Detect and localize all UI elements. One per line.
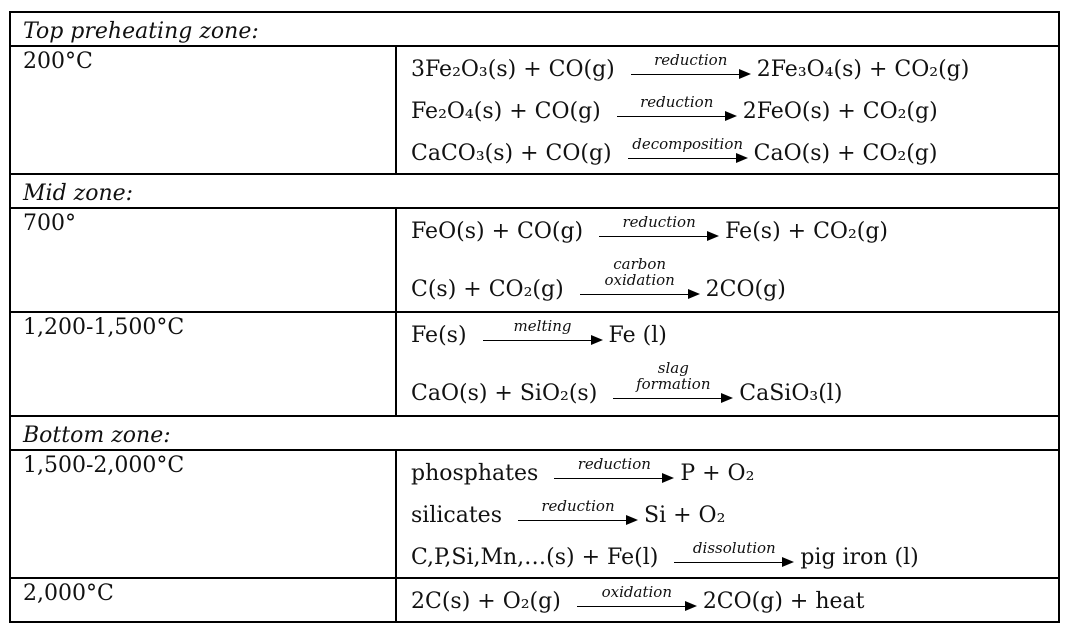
zone-row bbox=[10, 578, 1059, 622]
reaction-type-label: carbon bbox=[613, 255, 667, 273]
zone-row bbox=[10, 208, 1059, 312]
products: 2CO(g) + heat bbox=[702, 589, 865, 614]
reaction-type-label: oxidation bbox=[604, 271, 675, 289]
reaction-type-label: reduction bbox=[654, 51, 728, 69]
products: 2FeO(s) + CO₂(g) bbox=[742, 99, 938, 124]
zone-header: Top preheating zone: bbox=[10, 12, 1059, 46]
arrow-icon bbox=[554, 473, 674, 483]
temperature-cell: 700° bbox=[10, 208, 396, 312]
zone-row bbox=[10, 450, 1059, 578]
temperature-cell: 2,000°C bbox=[10, 578, 396, 622]
products: P + O₂ bbox=[680, 461, 755, 486]
blast-furnace-reaction-table bbox=[9, 11, 1060, 623]
reaction-equation bbox=[411, 579, 1058, 621]
reactants: CaCO₃(s) + CO(g) bbox=[411, 141, 612, 166]
reaction-arrow bbox=[599, 214, 719, 251]
products: CaSiO₃(l) bbox=[739, 381, 843, 406]
reactants: silicates bbox=[411, 503, 502, 528]
reaction-equation bbox=[411, 451, 1058, 493]
reaction-equation bbox=[411, 251, 1058, 309]
reaction-type-label: decomposition bbox=[632, 135, 744, 153]
table-body bbox=[10, 12, 1059, 622]
arrow-icon bbox=[518, 515, 638, 525]
arrow-icon bbox=[674, 557, 794, 567]
reaction-arrow bbox=[631, 52, 751, 89]
reactants: CaO(s) + SiO₂(s) bbox=[411, 381, 598, 406]
arrow-icon bbox=[580, 289, 700, 299]
reaction-equation bbox=[411, 535, 1058, 577]
reactants: C(s) + CO₂(g) bbox=[411, 277, 564, 302]
reaction-equation bbox=[411, 131, 1058, 173]
reaction-type-label: melting bbox=[513, 317, 572, 335]
arrow-icon bbox=[599, 231, 719, 241]
products: CaO(s) + CO₂(g) bbox=[753, 141, 938, 166]
reaction-equation bbox=[411, 313, 1058, 355]
reaction-equation bbox=[411, 209, 1058, 251]
arrow-icon bbox=[483, 335, 603, 345]
temperature-cell: 1,500-2,000°C bbox=[10, 450, 396, 578]
reaction-equation bbox=[411, 355, 1058, 413]
products: Fe(s) + CO₂(g) bbox=[725, 219, 889, 244]
zone-header-row bbox=[10, 174, 1059, 208]
zone-header-row bbox=[10, 416, 1059, 450]
products: pig iron (l) bbox=[800, 545, 919, 570]
reaction-type-label: reduction bbox=[640, 93, 714, 111]
reaction-arrow bbox=[613, 360, 733, 413]
products: 2Fe₃O₄(s) + CO₂(g) bbox=[756, 57, 970, 82]
reactions-cell bbox=[396, 450, 1059, 578]
reaction-arrow bbox=[628, 136, 748, 173]
reaction-type-label: dissolution bbox=[692, 539, 776, 557]
arrow-icon bbox=[628, 153, 748, 163]
reaction-arrow bbox=[617, 94, 737, 131]
reactants: 3Fe₂O₃(s) + CO(g) bbox=[411, 57, 615, 82]
reaction-arrow bbox=[518, 498, 638, 535]
zone-row bbox=[10, 312, 1059, 416]
reaction-equation bbox=[411, 89, 1058, 131]
reaction-arrow bbox=[577, 584, 697, 621]
reaction-type-label: reduction bbox=[541, 497, 615, 515]
arrow-icon bbox=[617, 111, 737, 121]
reactants: Fe₂O₄(s) + CO(g) bbox=[411, 99, 601, 124]
reactants: 2C(s) + O₂(g) bbox=[411, 589, 561, 614]
arrow-icon bbox=[631, 69, 751, 79]
reaction-type-label: formation bbox=[636, 375, 711, 393]
arrow-icon bbox=[613, 393, 733, 403]
reaction-type-label: reduction bbox=[622, 213, 696, 231]
reaction-arrow bbox=[580, 256, 700, 309]
products: Fe (l) bbox=[608, 323, 667, 348]
products: Si + O₂ bbox=[644, 503, 726, 528]
reaction-arrow bbox=[554, 456, 674, 493]
reactants: FeO(s) + CO(g) bbox=[411, 219, 584, 244]
temperature-cell: 200°C bbox=[10, 46, 396, 174]
reaction-equation bbox=[411, 47, 1058, 89]
reactions-cell bbox=[396, 46, 1059, 174]
reactants: Fe(s) bbox=[411, 323, 467, 348]
reaction-type-label: reduction bbox=[577, 455, 651, 473]
reactions-cell bbox=[396, 208, 1059, 312]
reaction-type-label: slag bbox=[657, 359, 689, 377]
reaction-equation bbox=[411, 493, 1058, 535]
zone-header: Bottom zone: bbox=[10, 416, 1059, 450]
zone-row bbox=[10, 46, 1059, 174]
zone-header: Mid zone: bbox=[10, 174, 1059, 208]
temperature-cell: 1,200-1,500°C bbox=[10, 312, 396, 416]
arrow-icon bbox=[577, 601, 697, 611]
reactions-cell bbox=[396, 312, 1059, 416]
zone-header-row bbox=[10, 12, 1059, 46]
reactants: C,P,Si,Mn,…(s) + Fe(l) bbox=[411, 545, 659, 570]
reactants: phosphates bbox=[411, 461, 539, 486]
reaction-arrow bbox=[483, 318, 603, 355]
reaction-type-label: oxidation bbox=[601, 583, 672, 601]
reaction-arrow bbox=[674, 540, 794, 577]
reactions-cell bbox=[396, 578, 1059, 622]
products: 2CO(g) bbox=[705, 277, 786, 302]
